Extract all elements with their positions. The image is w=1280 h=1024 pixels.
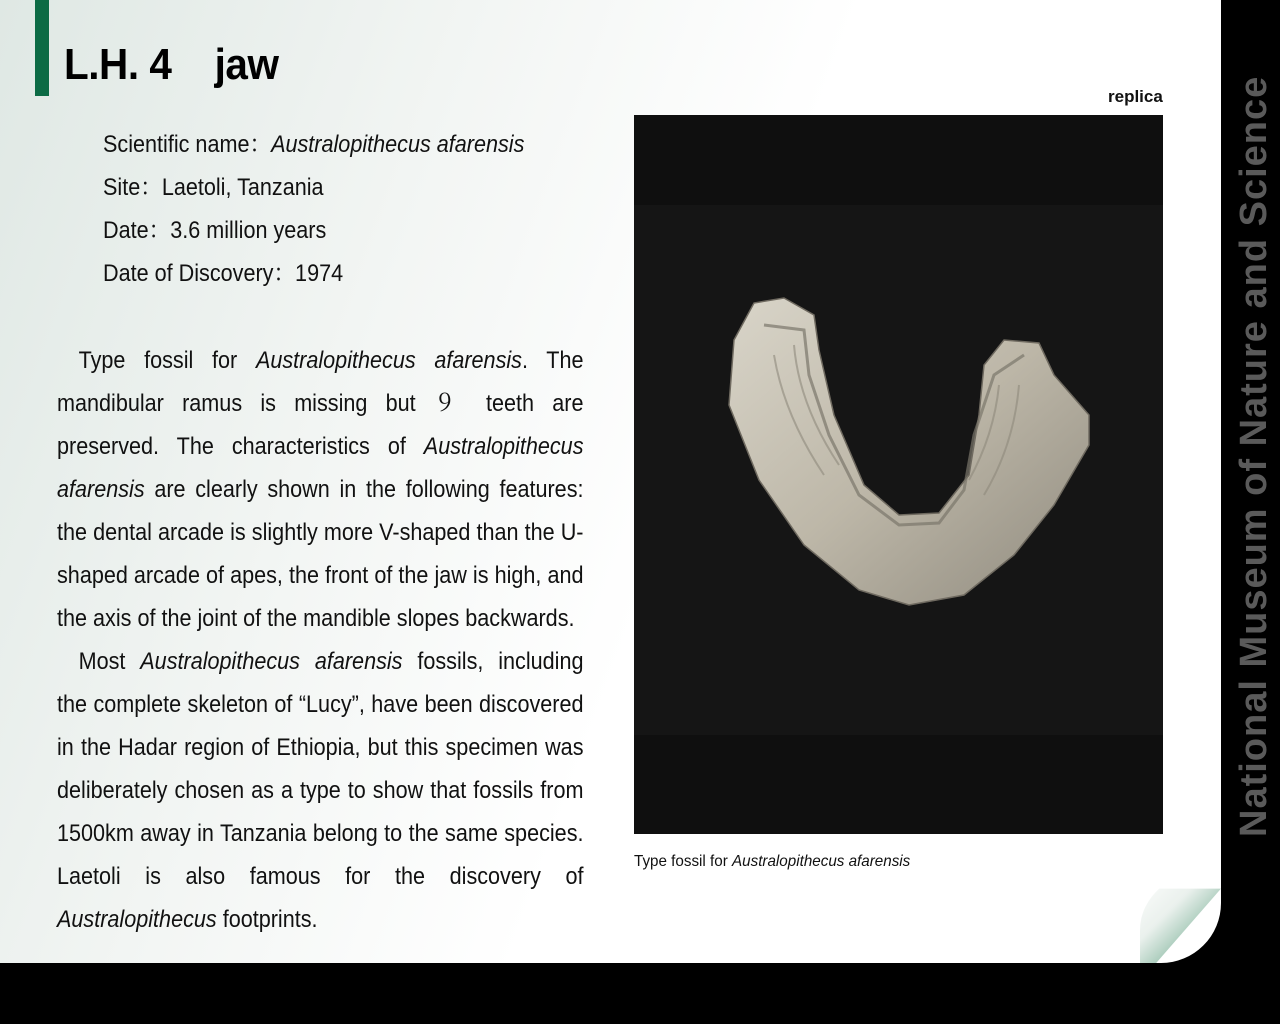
genus-name: Australopithecus: [57, 906, 217, 933]
fossil-photo: [634, 115, 1163, 834]
specimen-info: [103, 123, 524, 295]
jaw-fossil-image: [634, 115, 1163, 834]
caption-prefix: Type fossil for: [634, 853, 732, 870]
caption-species: Australopithecus afarensis: [731, 853, 911, 870]
title-accent-bar: [35, 0, 49, 96]
description: [57, 339, 584, 941]
scientific-name-value: Australopithecus afarensis: [271, 131, 525, 158]
site-row: Site：Laetoli, Tanzania: [103, 174, 324, 201]
replica-label: replica: [1108, 87, 1163, 106]
museum-name-vertical: National Museum of Nature and Science: [1233, 75, 1275, 837]
text-span: are clearly shown in the following features: the dental arcade is slightly more V-shaped than the U-shaped arcade of apes, the front of the jaw is high, and the axis of the joint of the mandible slopes backwards.: [57, 476, 584, 632]
page-title: L.H. 4 jaw: [64, 40, 279, 89]
text-span: . The mandibular ramus is missing but ９ teeth are preserved. The characteristics of: [57, 347, 584, 460]
text-span: footprints.: [216, 906, 318, 933]
scientific-name-label: Scientific name：: [103, 131, 272, 158]
text-span: Type fossil for: [78, 347, 256, 374]
text-span: fossils, including the complete skeleton of “Lucy”, have been discovered in the Hadar region of Ethiopia, but this specimen was deliberately chosen as a type to show that fossils from 1500km away in Tanzania belong to the same species. Laetoli is also famous for the discovery of: [57, 648, 584, 890]
species-name: Australopithecus afarensis: [140, 648, 403, 675]
page-curl-corner: [1140, 870, 1221, 963]
date-row: Date：3.6 million years: [103, 217, 327, 244]
species-name: Australopithecus afarensis: [57, 433, 584, 503]
description-paragraph-1: [57, 339, 584, 640]
description-paragraph-2: [57, 640, 584, 941]
photo-caption: [634, 853, 910, 871]
text-span: Most: [78, 648, 141, 675]
scientific-name-row: [103, 123, 524, 166]
species-name: Australopithecus afarensis: [255, 347, 522, 374]
discovery-date-row: Date of Discovery：1974: [103, 260, 344, 287]
